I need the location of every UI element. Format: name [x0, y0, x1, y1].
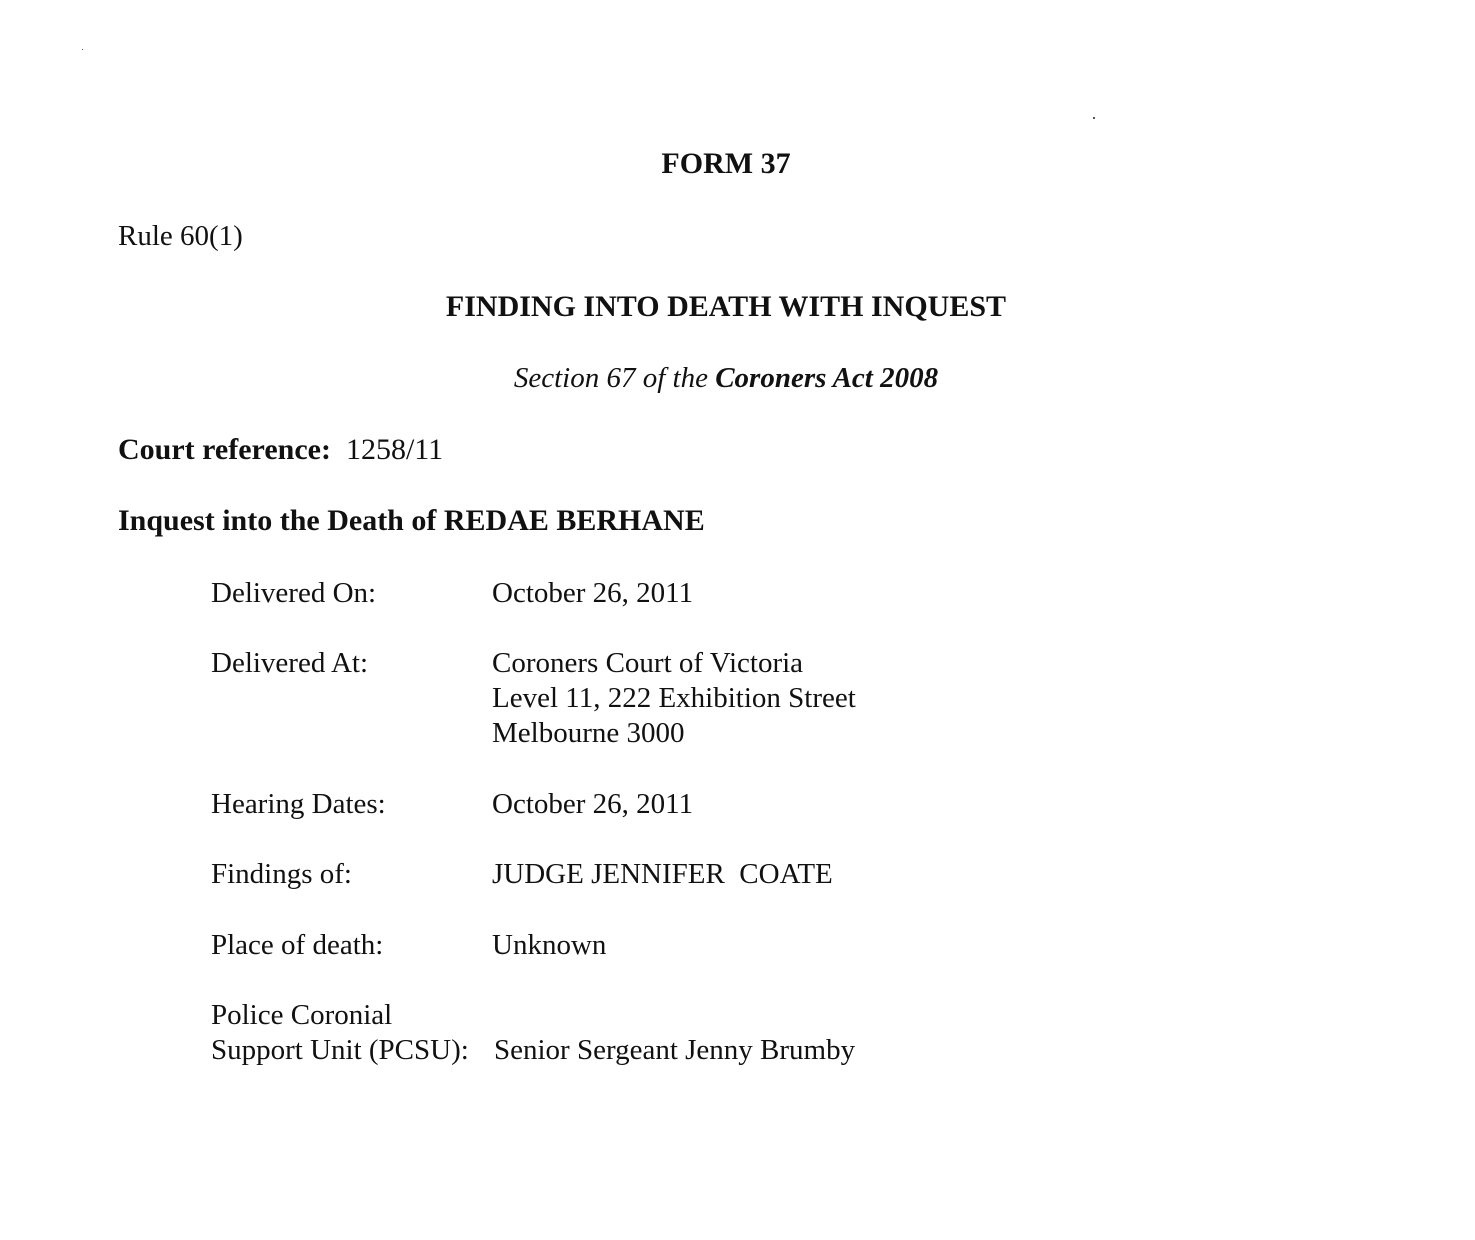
- pcsu-value: Senior Sergeant Jenny Brumby: [494, 1034, 856, 1066]
- place-of-death-label: Place of death:: [211, 929, 384, 961]
- hearing-dates-label: Hearing Dates:: [211, 788, 386, 820]
- act-name: Coroners Act 2008: [715, 362, 939, 394]
- court-reference: [118, 433, 443, 467]
- rule-reference: Rule 60(1): [118, 220, 243, 252]
- delivered-at-line-1: Coroners Court of Victoria: [492, 647, 804, 679]
- findings-of-label: Findings of:: [211, 858, 352, 890]
- pcsu-label-line-1: Police Coronial: [211, 999, 393, 1031]
- findings-of-value: JUDGE JENNIFER COATE: [492, 858, 833, 890]
- place-of-death-value: Unknown: [492, 929, 607, 961]
- hearing-dates-value: October 26, 2011: [492, 788, 694, 820]
- section-reference: [0, 362, 1452, 395]
- delivered-at-label: Delivered At:: [211, 647, 369, 679]
- section-prefix: Section 67 of the: [513, 362, 708, 394]
- court-reference-value: 1258/11: [345, 433, 444, 466]
- pcsu-label-line-2: Support Unit (PCSU):: [211, 1034, 469, 1066]
- scan-speck: [1093, 117, 1095, 119]
- form-number: FORM 37: [661, 147, 791, 180]
- delivered-on-label: Delivered On:: [211, 577, 377, 609]
- scan-speck: [82, 49, 83, 50]
- inquest-heading: Inquest into the Death of REDAE BERHANE: [118, 504, 705, 537]
- delivered-at-line-2: Level 11, 222 Exhibition Street: [492, 682, 856, 714]
- court-reference-label: Court reference:: [118, 433, 331, 466]
- document-title: FINDING INTO DEATH WITH INQUEST: [445, 290, 1007, 323]
- delivered-on-value: October 26, 2011: [492, 577, 694, 609]
- delivered-at-line-3: Melbourne 3000: [492, 717, 685, 749]
